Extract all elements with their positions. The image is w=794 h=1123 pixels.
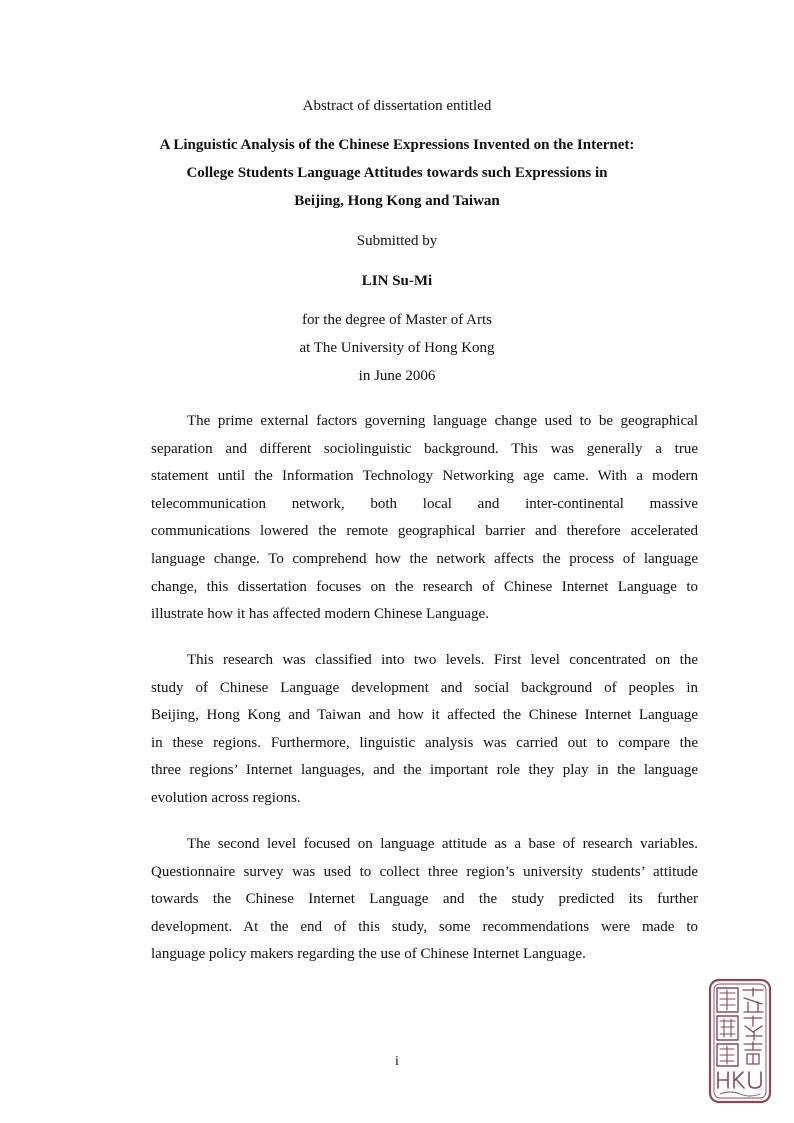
paragraph-line: development. At the end of this study, some recommendations were made to (151, 918, 698, 935)
paragraph-line: This research was classified into two levels. First level concentrated on the (187, 652, 698, 668)
title-line-2: College Students Language Attitudes towards such Expressions in (186, 165, 608, 181)
paragraph-line: statement until the Information Technology Networking age came. With a modern (151, 468, 698, 485)
paragraph-line: language change. To comprehend how the network affects the process of language (151, 550, 698, 567)
abstract-label: Abstract of dissertation entitled (302, 98, 492, 114)
title-line-1: A Linguistic Analysis of the Chinese Expressions Invented on the Internet: (159, 137, 635, 153)
author-name: LIN Su-Mi (361, 273, 433, 289)
abstract-paragraph-1 (151, 408, 698, 629)
paragraph-line: language policy makers regarding the use of Chinese Internet Language. (151, 946, 586, 963)
paragraph-line: separation and different sociolinguistic background. This was generally a true (151, 440, 698, 457)
degree-line-3: in June 2006 (358, 368, 436, 384)
paragraph-line: evolution across regions. (151, 789, 301, 806)
degree-line-1: for the degree of Master of Arts (302, 312, 492, 328)
submitted-by-label: Submitted by (356, 233, 438, 249)
paragraph-line: towards the Chinese Internet Language and the study predicted its further (151, 891, 698, 908)
abstract-paragraph-2 (151, 647, 698, 813)
paragraph-line: Questionnaire survey was used to collect three region’s university students’ attitude (151, 863, 698, 880)
title-line-3: Beijing, Hong Kong and Taiwan (294, 193, 500, 209)
paragraph-line: in these regions. Furthermore, linguistic analysis was carried out to compare the (151, 734, 698, 751)
paragraph-line: The prime external factors governing language change used to be geographical (187, 413, 698, 429)
abstract-paragraph-3 (151, 831, 698, 969)
paragraph-line: communications lowered the remote geographical barrier and therefore accelerated (151, 523, 698, 540)
paragraph-line: Beijing, Hong Kong and Taiwan and how it affected the Chinese Internet Language (151, 707, 698, 724)
paragraph-line: three regions’ Internet languages, and the important role they play in the language (151, 762, 698, 779)
paragraph-line: telecommunication network, both local and inter-continental massive (151, 495, 698, 512)
library-seal-icon (708, 978, 772, 1104)
page-number: i (395, 1054, 399, 1069)
degree-line-2: at The University of Hong Kong (299, 340, 495, 356)
paragraph-line: The second level focused on language attitude as a base of research variables. (187, 836, 698, 852)
library-seal-stamp (708, 978, 772, 1104)
paragraph-line: study of Chinese Language development and social background of peoples in (151, 679, 698, 696)
paragraph-line: change, this dissertation focuses on the research of Chinese Internet Language to (151, 578, 698, 595)
paragraph-line: illustrate how it has affected modern Chinese Language. (151, 606, 489, 623)
